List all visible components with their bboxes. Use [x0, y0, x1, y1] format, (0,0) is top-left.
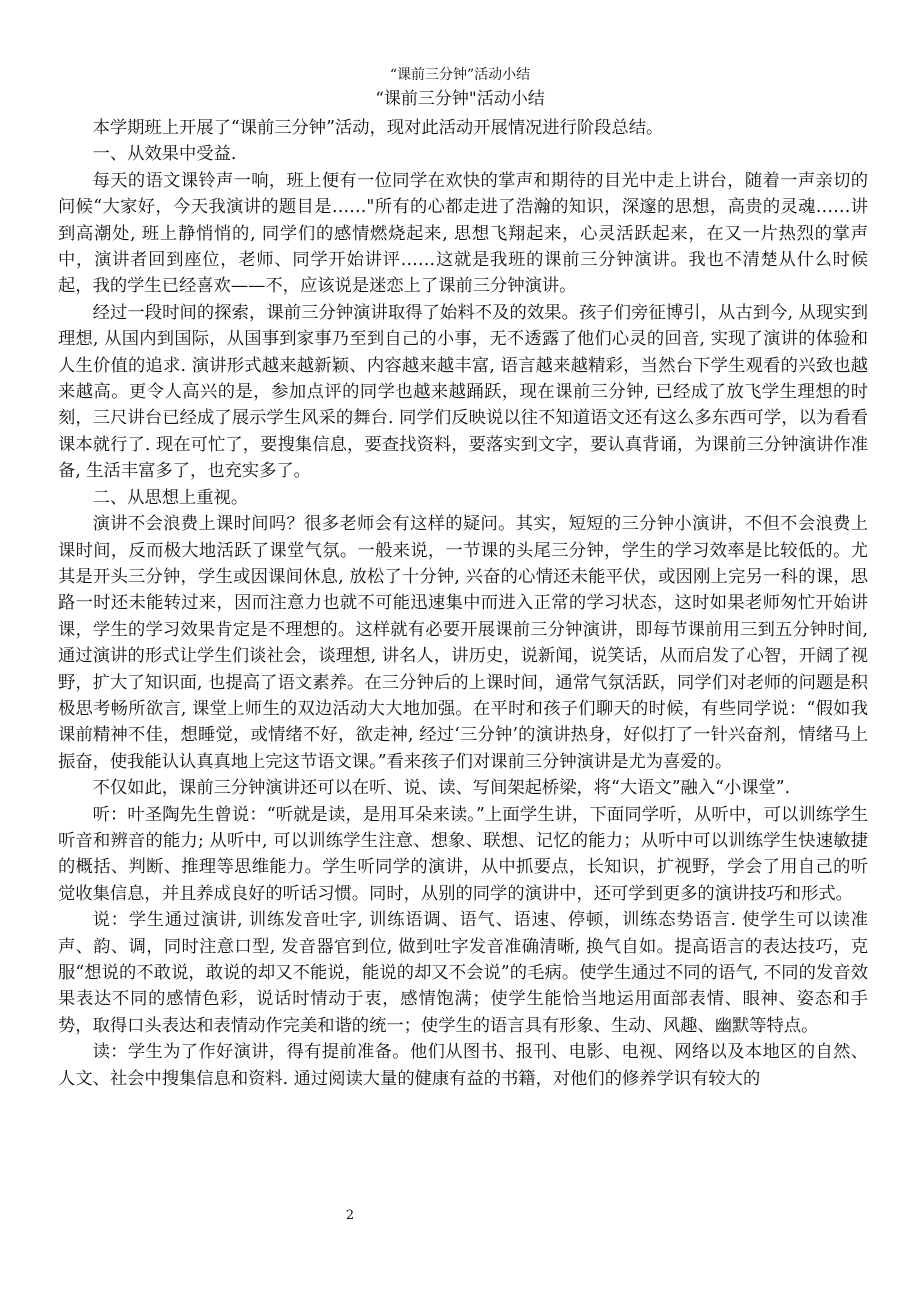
- document-title: “课前三分钟"活动小结: [375, 89, 545, 109]
- paragraph-listening: 听：叶圣陶先生曾说：“听就是读，是用耳朵来读。”上面学生讲，下面同学听，从听中，可以训练学生听音和辨音的能力; 从听中, 可以训练学生注意、想象、联想、记忆的能力；从听中可以训练学生快速敏捷的概括、判断、推理等思维能力。学生听同学的演讲，从中抓要点，长知识，扩视野，学会了用自己的听觉收集信息，并且养成良好的听话习惯。同时，从别的同学的演讲中，还可学到更多的演讲技巧和形式。: [58, 804, 868, 904]
- paragraph: 不仅如此，课前三分钟演讲还可以在听、说、读、写间架起桥梁，将“大语文”融入“小课堂”.: [92, 778, 791, 799]
- paragraph-reading: 读：学生为了作好演讲，得有提前准备。他们从图书、报刊、电影、电视、网络以及本地区的自然、人文、社会中搜集信息和资料. 通过阅读大量的健康有益的书籍，对他们的修养学识有较大的: [58, 1042, 868, 1089]
- paragraph-speaking: 说：学生通过演讲, 训练发音吐字, 训练语调、语气、语速、停顿，训练态势语言. 使学生可以读准声、韵、调，同时注意口型, 发音器官到位, 做到吐字发音准确清晰, 换气自如。提高语言的表达技巧，克服“想说的不敢说，敢说的却又不能说，能说的却又不会说”的毛病。使学生通过不同的语气, 不同的发音效果表达不同的感情色彩，说话时情动于衷，感情饱满；使学生能恰当地运用面部表情、眼神、姿态和手势，取得口头表达和表情动作完美和谐的统一；使学生的语言具有形象、生动、风趣、幽默等特点。: [58, 910, 868, 1036]
- page-number: 2: [345, 1208, 355, 1223]
- paragraph: 每天的语文课铃声一响，班上便有一位同学在欢快的掌声和期待的目光中走上讲台，随着一声亲切的问候“大家好，今天我演讲的题目是……"所有的心都走进了浩瀚的知识，深邃的思想，高贵的灵魂……讲到高潮处, 班上静悄悄的, 同学们的感情燃烧起来, 思想飞翔起来，心灵活跃起来，在又一片热烈的掌声中，演讲者回到座位，老师、同学开始讲评……这就是我班的课前三分钟演讲。我也不清楚从什么时候起，我的学生已经喜欢——不，应该说是迷恋上了课前三分钟演讲。: [58, 170, 868, 297]
- paragraph: 演讲不会浪费上课时间吗？很多老师会有这样的疑问。其实，短短的三分钟小演讲，不但不会浪费上课时间，反而极大地活跃了课堂气氛。一般来说，一节课的头尾三分钟，学生的学习效率是比较低的。尤其是开头三分钟，学生或因课间休息, 放松了十分钟, 兴奋的心情还未能平伏，或因刚上完另一科的课，思路一时还未能转过来，因而注意力也就不可能迅速集中而进入正常的学习状态，这时如果老师匆忙开始讲课，学生的学习效果肯定是不理想的。这样就有必要开展课前三分钟演讲，即每节课前用三到五分钟时间, 通过演讲的形式让学生们谈社会，谈理想, 讲名人，讲历史，说新闻，说笑话，从而启发了心智，开阔了视野，扩大了知识面, 也提高了语文素养。在三分钟后的上课时间，通常气氛活跃，同学们对老师的问题是积极思考畅所欲言, 课堂上师生的双边活动大大地加强。在平时和孩子们聊天的时候，有些同学说：“假如我课前精神不佳，想睡觉，或情绪不好，欲走神, 经过‘三分钟’的演讲热身，好似打了一针兴奋剂，情绪马上振奋，使我能认认真真地上完这节语文课。”看来孩子们对课前三分钟演讲是尤为喜爱的。: [58, 514, 868, 772]
- page-header-title: “课前三分钟”活动小结: [389, 67, 531, 83]
- section-heading-1: 一、从效果中受益.: [92, 144, 237, 165]
- paragraph-intro: 本学期班上开展了“课前三分钟”活动，现对此活动开展情况进行阶段总结。: [92, 118, 664, 138]
- paragraph: 经过一段时间的探索，课前三分钟演讲取得了始料不及的效果。孩子们旁征博引，从古到今, 从现实到理想, 从国内到国际，从国事到家事乃至到自己的小事，无不透露了他们心灵的回音, 实现了演讲的体验和人生价值的追求. 演讲形式越来越新颖、内容越来越丰富, 语言越来越精彩，当然台下学生观看的兴致也越来越高。更令人高兴的是，参加点评的同学也越来越踊跃，现在课前三分钟, 已经成了放飞学生理想的时刻，三尺讲台已经成了展示学生风采的舞台. 同学们反映说以往不知道语文还有这么多东西可学，以为看看课本就行了. 现在可忙了，要搜集信息，要查找资料，要落实到文字，要认真背诵，为课前三分钟演讲作准备, 生活丰富多了，也充实多了。: [58, 302, 868, 482]
- document-body: [58, 115, 868, 1092]
- section-heading-2: 二、从思想上重视。: [92, 487, 249, 508]
